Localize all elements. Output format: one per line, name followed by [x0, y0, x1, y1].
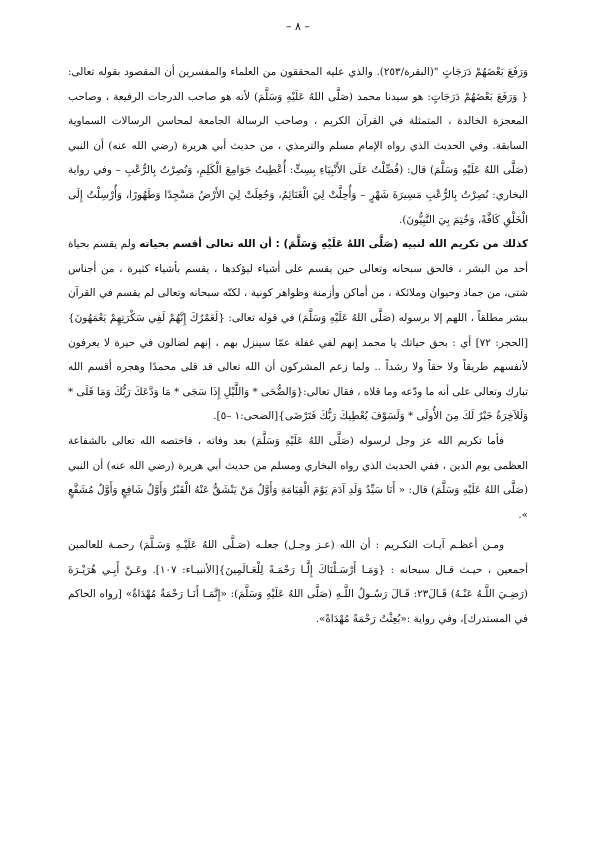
paragraph-2 — [68, 232, 528, 429]
paragraph-1-text: وَرَفَعَ بَعْضَهُمْ دَرَجَاتٍ "(البقرة/٢٥٣). والذي عليه المحققون من العلماء والمفسرين أن المقصود بقوله تعالى: { وَرَفَعَ بَعْضَهُمْ دَرَجَاتٍ: هو سيدنا محمد (صَلَّى اللهُ عَلَيْهِ وَسَلَّمَ) لأنه هو صاحب الدرجات الرفيعة ، وصاحب المعجزة الخالدة ، المتمثلة في القرآن الكريم ، وصاحب الرسالة الجامعة لمحاسن الرسالات السماوية السابقة. وفي الحديث الذي رواه الإمام مسلم والترمذي ، من حديث أبي هريرة (رضي الله عنه) أن النبي (صَلَّى اللهُ عَلَيْهِ وَسَلَّمَ) قال: (فُضِّلْتُ عَلَى الأَنْبِيَاءِ بِسِتٍّ: أُعْطِيتُ جَوَامِعَ الْكَلِمِ، وَنُصِرْتُ بِالرُّعْبِ – وفي رواية البخاري: نُصِرْتُ بِالرُّعْبِ مَسِيرَةَ شَهْرٍ – وَأُحِلَّتْ لِيَ الْغَنَائِمُ، وَجُعِلَتْ لِيَ الأَرْضُ مَسْجِدًا وَطَهُورًا، وَأُرْسِلْتُ إِلَى الْخَلْقِ كَافَّةً، وَخُتِمَ بِيَ النَّبِيُّونَ). — [68, 66, 528, 226]
paragraph-4-text: ومـن أعظـم آيـات التكـريم : أن الله (عـز وجـل) جعلـه (صَـلَّى اللهُ عَلَيْـهِ وَسَـلَّمَ) رحمـة للعالمين أجمعين ، حيـث قـال سبحانه : {وَمَـا أَرْسَـلْنَاكَ إِلَّـا رَحْمَـةً لِلْعَـالَمِينَ}[الأنبيـاء: ١٠٧]. وعَـنْ أَبِـي هُرَيْـرَةَ (رَضِـيَ اللَّـهُ عَنْـهُ) قَـالَ٢٣: قَـالَ رَسُـولُ اللَّـهِ (صَلَّى اللهُ عَلَيْهِ وَسَلَّمَ): «إِنَّمَـا أَنَـا رَحْمَةٌ مُهْدَاةٌ» [رواه الحاكم في المستدرك]، وفي رواية :«بُعِثْتُ رَحْمَةً مُهْدَاةً». — [68, 539, 528, 626]
page-number: – ٨ – — [286, 20, 310, 33]
paragraph-4 — [68, 533, 528, 631]
paragraph-1 — [68, 60, 528, 232]
paragraph-2-text: ولم يقسم بحياة أحد من البشر ، فالحق سبحانه وتعالى حين يقسم على أشياء ليؤكدها ، يقسم بأشياء كثيرة ، من أجناس شتى، من جماد وحيوان وملائكة ، من أماكن وأزمنة وظواهر كونية ، لكنّه سبحانه وتعالى لم يقسم في القرآن ببشر مطلقاً ، اللهم إلا برسوله (صَلَّى اللهُ عَلَيْهِ وَسَلَّمَ) في قوله تعالى: {لَعَمْرُكَ إِنَّهُمْ لَفِي سَكْرَتِهِمْ يَعْمَهُونَ}[الحجر: ٧٢] أي : بحق حياتك يا محمد إنهم لفي غفلة عمّا سينزل بهم ، إنهم لضالون في حيرة لا يعرفون لأنفسهم طريقاً ولا حقاً ولا رشداً .. ولما زعم المشركون أن الله تعالى قد قلى محمدًا وهجره أقسم الله تبارك وتعالى على أنه ما ودّعه وما قلاه ، فقال تعالى:{وَالضُّحَى * وَاللَّيْلِ إِذَا سَجَى * مَا وَدَّعَكَ رَبُّكَ وَمَا قَلَى * وَلَلآخِرَةُ خَيْرٌ لَكَ مِنَ الأُولَى * وَلَسَوْفَ يُعْطِيكَ رَبُّكَ فَتَرْضَى}[الضحى:١ –٥]. — [68, 238, 528, 423]
paragraph-3 — [68, 429, 528, 527]
paragraph-2-heading: كذلك من تكريم الله لنبيه (صَلَّى اللهُ عَلَيْهِ وَسَلَّمَ) : أن الله تعالى أقسم بحياته — [139, 238, 529, 251]
paragraph-3-text: فأما تكريم الله عز وجل لرسوله (صَلَّى اللهُ عَلَيْهِ وَسَلَّمَ) بعد وفاته ، فاختصه الله تعالى بالشفاعة العظمى يوم الدين ، ففي الحديث الذي رواه البخاري ومسلم من حديث أبي هريرة (رضي الله عنه) أن النبي (صَلَّى اللهُ عَلَيْهِ وَسَلَّمَ) قال: « أَنَا سَيِّدُ وَلَدِ آدَمَ يَوْمَ الْقِيَامَةِ وَأَوَّلُ مَنْ يَنْشَقُّ عَنْهُ الْقَبْرُ وَأَوَّلُ شَافِعٍ وَأَوَّلُ مُشَفَّعٍ ». — [68, 434, 528, 521]
body-text — [68, 60, 528, 632]
